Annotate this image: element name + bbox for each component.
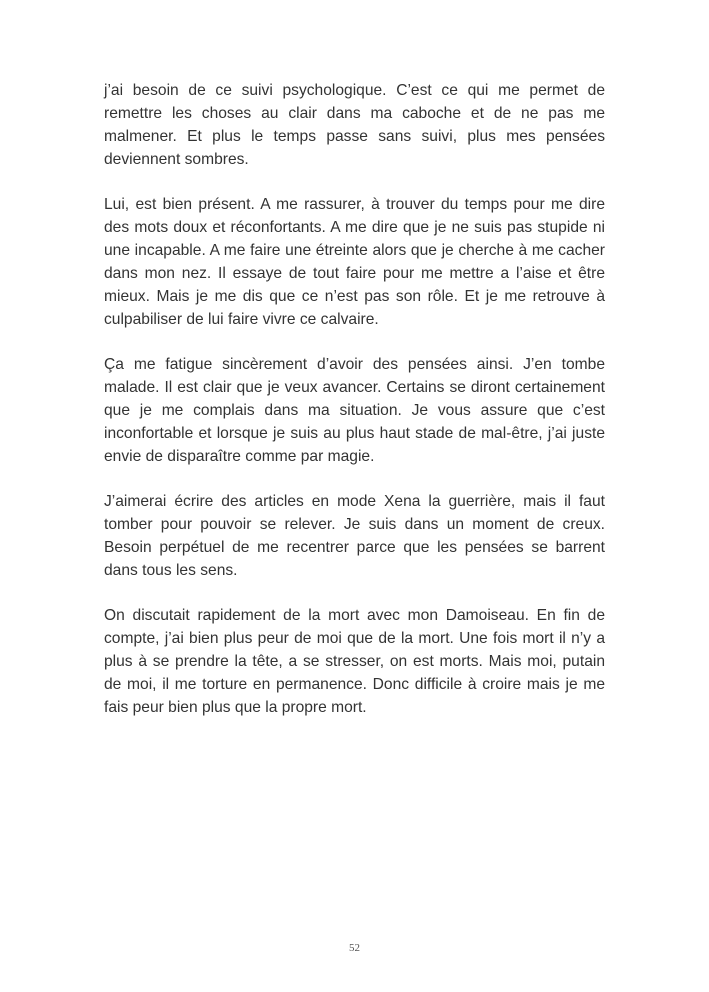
paragraph-4: J’aimerai écrire des articles en mode Xena la guerrière, mais il faut tomber pour pouvoir se relever. Je suis dans un moment de creux. Besoin perpétuel de me recentrer parce que les pensées se barrent dans tous les sens.	[104, 493, 605, 579]
page-number: 52	[349, 942, 360, 954]
paragraph-2: Lui, est bien présent. A me rassurer, à trouver du temps pour me dire des mots doux et réconfortants. A me dire que je ne suis pas stupide ni une incapable. A me faire une étreinte alors que je cherche à me cacher dans mon nez. Il essaye de tout faire pour me mettre a l’aise et être mieux. Mais je me dis que ce n’est pas son rôle. Et je me retrouve à culpabiliser de lui faire vivre ce calvaire.	[104, 196, 605, 328]
paragraph-1: j’ai besoin de ce suivi psychologique. C’est ce qui me permet de remettre les choses au clair dans ma caboche et de ne pas me malmener. Et plus le temps passe sans suivi, plus mes pensées deviennent sombres.	[104, 82, 605, 168]
paragraph-3: Ça me fatigue sincèrement d’avoir des pensées ainsi. J’en tombe malade. Il est clair que je veux avancer. Certains se diront certainement que je me complais dans ma situation. Je vous assure que c’est inconfortable et lorsque je suis au plus haut stade de mal-être, j’ai juste envie de disparaître comme par magie.	[104, 356, 605, 465]
paragraph-5: On discutait rapidement de la mort avec mon Damoiseau. En fin de compte, j’ai bien plus peur de moi que de la mort. Une fois mort il n’y a plus à se prendre la tête, a se stresser, on est morts. Mais moi, putain de moi, il me torture en permanence. Donc difficile à croire mais je me fais peur bien plus que la propre mort.	[104, 607, 605, 716]
body-text	[104, 79, 605, 741]
